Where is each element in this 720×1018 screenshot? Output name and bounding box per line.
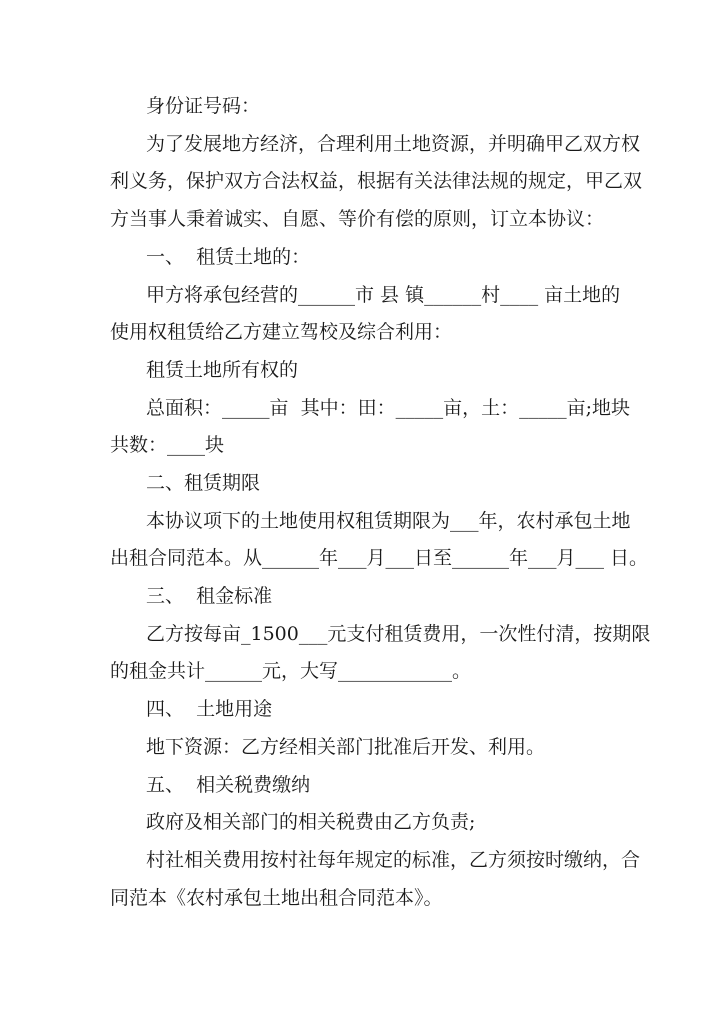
section-2-line-2: 出租合同范本。从______年___月___日至______年___月___ 日。 bbox=[110, 547, 649, 569]
section-3-heading: 三、 租金标准 bbox=[146, 585, 273, 607]
area-line-2: 共数：____块 bbox=[110, 434, 225, 456]
section-4-heading: 四、 土地用途 bbox=[146, 698, 273, 720]
id-number-label: 身份证号码： bbox=[146, 95, 261, 117]
section-1-line-1: 甲方将承包经营的______市 县 镇______村____ 亩土地的 bbox=[146, 284, 621, 306]
section-1-line-2: 使用权租赁给乙方建立驾校及综合利用： bbox=[110, 321, 453, 343]
section-3-line-1: 乙方按每亩_1500___元支付租赁费用，一次性付清，按期限 bbox=[146, 623, 651, 645]
preamble-line-3: 方当事人秉着诚实、自愿、等价有偿的原则，订立本协议： bbox=[110, 208, 605, 230]
ownership-line: 租赁土地所有权的 bbox=[146, 359, 299, 381]
section-5-line-1: 政府及相关部门的相关税费由乙方负责; bbox=[146, 811, 476, 833]
preamble-line-1: 为了发展地方经济，合理利用土地资源，并明确甲乙双方权 bbox=[146, 133, 641, 155]
area-line-1: 总面积：_____亩 其中：田：_____亩，土：_____亩;地块 bbox=[146, 397, 630, 419]
preamble-line-2: 利义务，保护双方合法权益，根据有关法律法规的规定，甲乙双 bbox=[110, 170, 643, 192]
section-2-heading: 二、租赁期限 bbox=[146, 472, 261, 494]
section-5-line-2: 村社相关费用按村社每年规定的标准，乙方须按时缴纳，合 bbox=[146, 849, 641, 871]
section-4-line-1: 地下资源：乙方经相关部门批准后开发、利用。 bbox=[146, 736, 546, 758]
section-1-heading: 一、 租赁土地的： bbox=[146, 246, 311, 268]
section-5-line-3: 同范本《农村承包土地出租合同范本》。 bbox=[110, 887, 443, 909]
section-2-line-1: 本协议项下的土地使用权租赁期限为___年，农村承包土地 bbox=[146, 510, 631, 532]
section-3-line-2: 的租金共计______元，大写____________。 bbox=[110, 660, 472, 682]
section-5-heading: 五、 相关税费缴纳 bbox=[146, 774, 311, 796]
